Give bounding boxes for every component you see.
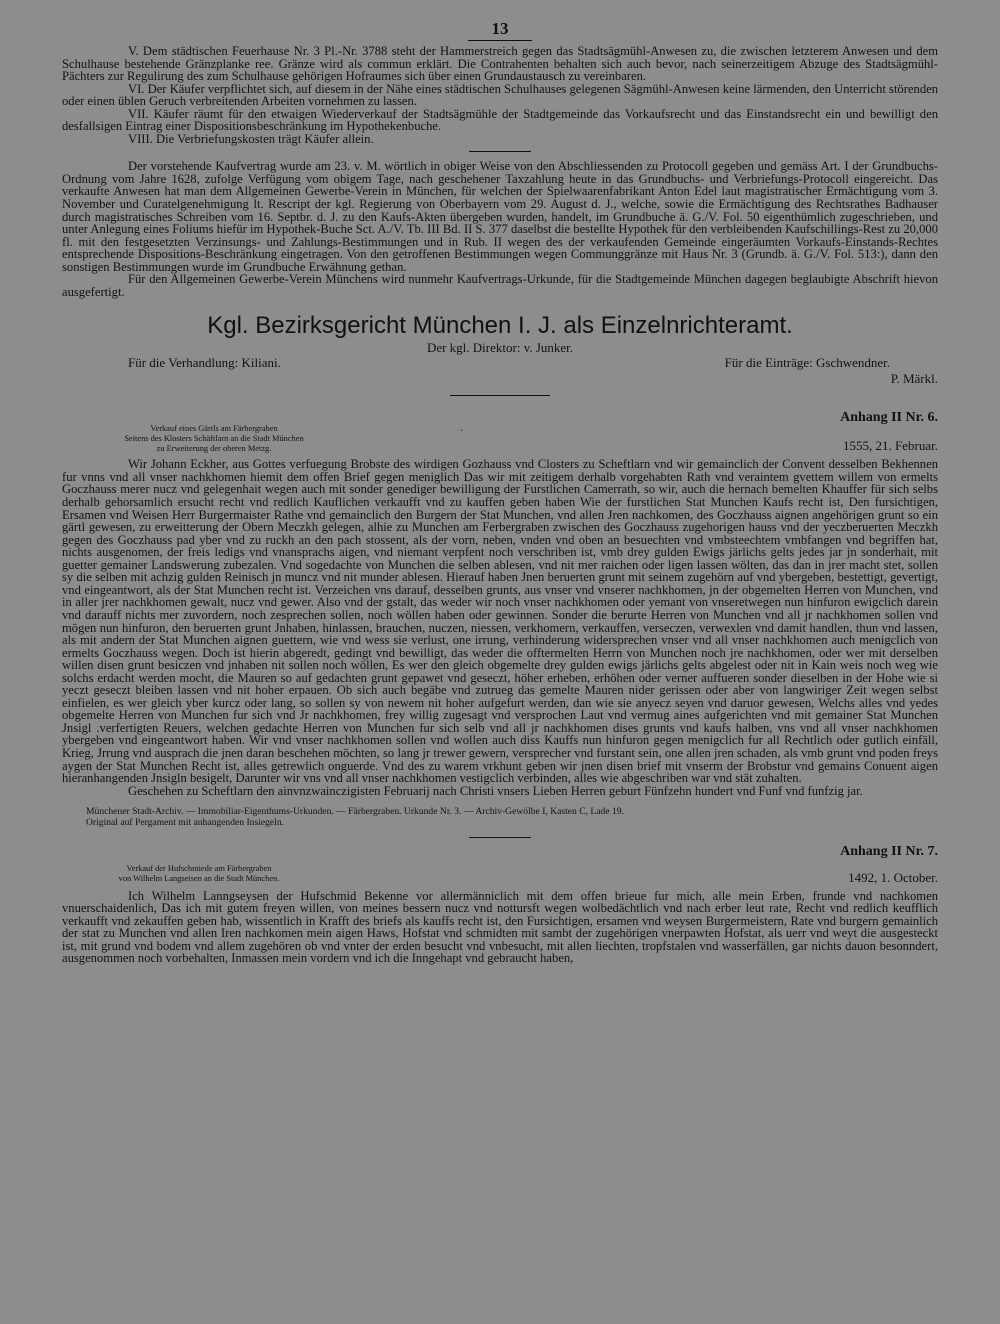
paragraph: Wir Johann Eckher, aus Gottes verfuegung Brobste des wirdigen Gozhauss vnd Closters zu Scheftlarn vnd wir gemainclich der Convent desselben Bekhennen fur vnns vnd all vnser nachkhomen hiemit dem offen Brief gegen meniglich Das wir mit zeitigem derhalb vorgehabten Rath vnd veraintem gvettem willem von ermelts Goczhauss merer nucz vnd gelegenhait wegen auch mit sonder genediger bewilligung der Furstlichen Camerrath, so wir, auch die hernach bemelten Khauffer für sich selbs derhalb gehorsamlich ersucht recht vnd redlich Kauflichen verkaufft vnd zu kauffen geben haben Wie der furstlichen Stat Munchen Kaufs recht ist, Den fursichtigen, Ersamen vnd Weisen Herr Burgermaister Rathe vnd gemainclich den Burgern der Stat Munchen, vnd allen Jren nachkomen, des Goczhauss aignen angehörigen grunt so ein gärtl gewesen, zu erweitterung der Obern Meczkh gelegen, alhie zu Munchen am Ferbergraben zwischen des Goczhauss zugehorigen hauss vnd der yeczberuerten Meczkh gegen des Goczhauss pad yber vnd zu ruckh an den pach stossent, als der vorn, neben, vnden vnd oben an besuechten vnd vmbsteechtem vmbfangen vnd begriffen hat, nichts ausgenomen, der freis ledigs vnd vnansprachs aigen, vnd niemant verpfent noch verschriben ist, vmb drey gulden Ewigs järlichs gelts jedes jar jn sonderhait, mit guetter gemainer Landswerung zubezalen. Vnd sogedachte von Munchen die selben ablesen, vnd nit mer raichen oder ligen lassen wölten, das dan in jrer macht stet, sollen sy die selben mit achzig gulden Reinisch jn muncz vnd nit munder ablesen. Hierauf haben Jnen beruerten grunt mit seinem zugehörn auf vnd ybergeben, bestettigt, gevertigt, vnd eingeantwort, als der Stat Munchen recht ist. Verzeichen vns darauf, desselben grunts, aus vnser vnd vnserer nachkhomen, jn der obgemelten Herren von Munchen, vnd in aller jrer nachkhomen gewalt, nucz vnd gewer. Also vnd der gstalt, das weder wir noch vnser nachkhomen oder yemant von vnseretwegen nun hinfuron ewigclich darein vnd darauff nichts mer zuvordern, noch zesprechen sollen, noch wöllen haben oder gewinnen. Sonder die berurte Herren von Munchen vnd all jr nachkhomen sollen vnd mögen nun hinfuron, den beruerten grunt Jnhaben, hinlassen, brauchen, nuczen, niessen, verkhomern, verkauffen, verseczen, verwexlen vnd damit handlen, thun vnd lassen, als mit andern der Stat Munchen aignen guettern, wie vnd wess sie verlust, one irrung, verhinderung widersprechen vnser vnd all vnser nachkhomen auch menigclich von ermelts Goczhauss wegen. Doch ist hierin abgeredt, gedingt vnd bewilligt, das weder die offtermelten Herrn von Munchen noch jre nachkhomen, oder wer mit derselben willen disen grunt besiczen vnd jnhaben nit sollen noch wöllen, Es wer den gleich obgemelte drey gulden ewigs järlichs gelts abgelest oder nit in Kain weis noch weg wie solchs erdacht werden mocht, die Mauren so auf gedachten grunt gepawet vnd geseczt, höher erheben, erhöhen oder verner auffueren sonder dieselben in der Hohe wie si yeczt geseczt bleiben lassen vnd nit hoher erpauen. Ob sich auch begäbe vnd zutrueg das gemelte Mauren nider gerissen oder aber von langwiriger Zeit wegen selbst einfielen, es wer gleich yber kurcz oder lang, so sollen sy von newem nit hoher aufgefurt werden, dan wie sie anyecz seyen vnd daruor gewesen, Welchs alles vnd yedes obgemelte Herren von Munchen fur sich vnd Jr nachkhomen, frey willig zugesagt vnd versprochen Laut vnd vermug aines aufgerichten vnd mit gemainer Stat Munchen Jnsigl .verfertigten Reuers, welchen gedachte Herren von Munchen fur sich selb vnd all jr nachkhomen dises grunts vnd kaufs halben, vns vnd all vnser nachkhomen ybergeben vnd eingeantwort haben. Wir vnd vnser nachkhomen sollen vnd wollen auch diss Kauffs nun hinfuron gegen menigclich fur all Rechtlich oder gutlich einfäll, Krieg, Jrrung vnd ausprach die jnen daran beschehen möchten, so lang jr trewer gewern, versprecher vnd furstant sein, one allen jren schaden, als vmb grunt vnd poden freys aygen der Stat Munchen Recht ist, alles getrewlich onguerde. Vnd des zu warem vrkhunt geben wir jnen disen brief mit vnserm der Brobstur vnd gemains Conuent aigen hieranhangenden Jnsigln besigelt, Darunter wir vns vnd all vnser nachkhomen vestigclich verbinden, alles wie abgeschriben war vnd stät zuhalten. xyxy=(62,457,938,786)
negotiation-signature: Für die Verhandlung: Kiliani. xyxy=(128,355,281,371)
anhang-7-title: Anhang II Nr. 7. xyxy=(840,843,938,859)
paragraph: V. Dem städtischen Feuerhause Nr. 3 Pl.-Nr. 3788 steht der Hammerstreich gegen das Stadtsägmühl-Anwesen zu, die zwischen letzterem Anwesen und dem Schulhause bestehende Gränzplanke ree. Gränze wird als commun erklärt. Die Contrahenten behalten sich auch bevor, nach seinerzeitigem Abzuge des Stadtsägmühl-Pächters zur Regulirung des zum Schulhause gehörigen Hofraumes sich über einen Grundaustausch zu vereinbaren. xyxy=(62,44,938,84)
summary-line: Verkauf eines Gärtls am Färbergraben xyxy=(150,424,278,434)
anhang-6-date: 1555, 21. Februar. xyxy=(843,438,938,454)
court-signatures xyxy=(62,355,938,371)
entries-signature: Für die Einträge: Gschwendner. xyxy=(724,355,890,371)
anhang-7-date: 1492, 1. October. xyxy=(848,869,938,885)
paragraph: VII. Käufer räumt für den etwaigen Wiederverkauf der Stadtsägmühle der Stadtgemeinde das Vorkaufsrecht und das Einstandsrecht ein und bewilligt den desfallsigen Eintrag einer Dispositionsbeschränkung im Hypothekenbuche. xyxy=(62,106,938,134)
source-line: Original auf Pergament mit anhangenden Insiegeln. xyxy=(86,816,285,828)
paragraph: VIII. Die Verbriefungskosten trägt Käufer allein. xyxy=(128,131,374,146)
paragraph: Geschehen zu Scheftlarn den ainvnzwainczigisten Februarij nach Christi vnsers Lieben Herren geburt Fünfzehn hundert vnd Funf vnd funfzig jar. xyxy=(128,783,863,798)
anhang-6-header xyxy=(62,410,938,458)
anhang-6-summary xyxy=(84,424,344,454)
anhang-6-title: Anhang II Nr. 6. xyxy=(840,410,938,426)
page-number-rule xyxy=(468,40,532,41)
summary-line: von Wilhelm Langseisen an die Stadt München. xyxy=(118,873,280,883)
anhang-6-text xyxy=(62,458,938,797)
archive-source xyxy=(86,807,938,829)
page-number: 13 xyxy=(491,19,509,38)
section-divider xyxy=(469,837,531,838)
paragraph: Der vorstehende Kaufvertrag wurde am 23. v. M. wörtlich in obiger Weise von den Abschliessenden zu Protocoll gegeben und gemäss Art. I der Grundbuchs-Ordnung vom Jahre 1628, zufolge Verfügung vom obigem Tage, nach geschehener Taxzahlung heute in das Grundbuchs- und Verbriefungs-Protocoll eingereicht. Das verkaufte Anwesen hat man dem Allgemeinen Gewerbe-Verein in München, für welchen der Spielwaarenfabrikant Anton Edel laut magistratischer Ermächtigung vom 3. November und Curatelgenehmigung lt. Rescript der kgl. Regierung von Oberbayern vom 29. August d. J., welche, sowie die Ermächtigung des Rechtsrathes Badhauser durch magistratisches Schreiben vom 16. Septbr. d. J. zu den Kaufs-Akten übergeben wurden, handelt, im Grundbuche ä. G./V. Fol. 50 eigenthümlich zugeschrieben, und unter Anlegung eines Foliums hiefür im Hypothek-Buche Sct. A./V. Tb. III Bd. II S. 377 daselbst die bestellte Hypothek für den verbleibenden Kaufschillings-Rest zu 20,000 fl. mit den festgesetzten Verzinsungs- und Zahlungs-Bestimmungen und in Rub. II wegen des der verkaufenden Gemeinde eingeräumten Vorkaufs-Einstands-Rechtes entsprechende Dispositions-Beschränkung eingetragen. Von den getroffenen Bestimmungen wegen Communggränze mit Haus Nr. 3 (Grundb. ä. G./V. Fol. 513:), dann den sonstigen Bestimmungen wurde im Grundbuche Erwähnung gethan. xyxy=(62,159,938,274)
paragraph: Für den Allgemeinen Gewerbe-Verein Münchens wird nunmehr Kaufvertrags-Urkunde, für die Stadtgemeinde München dagegen beglaubigte Abschrift hievon ausgefertigt. xyxy=(62,272,938,299)
anhang-7-text xyxy=(62,890,938,965)
anhang-7-summary xyxy=(64,864,334,884)
summary-line: Verkauf der Hufschmiede am Färbergraben xyxy=(126,863,272,873)
dot-mark: · xyxy=(460,426,464,438)
court-director: Der kgl. Direktor: v. Junker. xyxy=(426,340,574,356)
summary-line: Seitens des Klosters Schäftlarn an die Stadt München xyxy=(124,434,304,444)
paragraph: Ich Wilhelm Lanngseysen der Hufschmid Bekenne vor allermänniclich mit dem offen brieue fur mich, alle mein Erben, frunde vnd nachkomen vnuerschaidenlich, Das ich mit gutem freyen willen, von meines bessern nucz vnd nottursft wegen wolbedächtlich vnd nach erber leut rate, Recht vnd redlich keufflich verkaufft vnd zekauffen geben hab, wissentlich in Krafft des briefs als kauffs recht ist, den Fursichtigen, ersamen vnd weysen Burgermeistern, Rate vnd burgern gemainlich der stat zu Munchen vnd allen Iren nachkomen mein aigen Haws, Hofstat vnd schmidten mit sambt der zugehörigen vnerpawten Hofstat, als uerr vnd weyt die ausgesteckt ist, mit grund vnd bodem vnd allem zugehören ob vnd vnter der erden besucht vnd vnbesucht, mit allen liechten, tropfstalen vnd wasserfällen, gar nichts dauon besonndert, ausgenommen noch vorbehalten, Inmassen mein vordern vnd ich die Inngehapt vnd gebraucht haben, xyxy=(62,888,938,966)
contract-terms xyxy=(62,45,938,145)
source-line: Münchener Stadt-Archiv. — Immobiliar-Eigenthums-Urkunden. — Färbergraben. Urkunde Nr. 3. — Archiv-Gewölbe I, Kasten C, Lade 19. xyxy=(86,806,624,818)
section-divider xyxy=(450,395,550,396)
section-divider xyxy=(469,151,531,152)
paragraph: VI. Der Käufer verpflichtet sich, auf diesem in der Nähe eines städtischen Schulhauses gelegenen Sägmühl-Anwesen keine lärmenden, den Unterricht störenden oder einen üblen Geruch verbreitenden Arbeiten vornehmen zu lassen. xyxy=(62,81,938,109)
clerk-signature: P. Märkl. xyxy=(890,371,938,387)
court-title: Kgl. Bezirksgericht München I. J. als Einzelnrichteramt. xyxy=(207,312,793,340)
summary-line: zu Erweiterung der oberen Metzg. xyxy=(156,444,272,454)
anhang-7-header xyxy=(62,844,938,890)
contract-registration xyxy=(62,160,938,298)
